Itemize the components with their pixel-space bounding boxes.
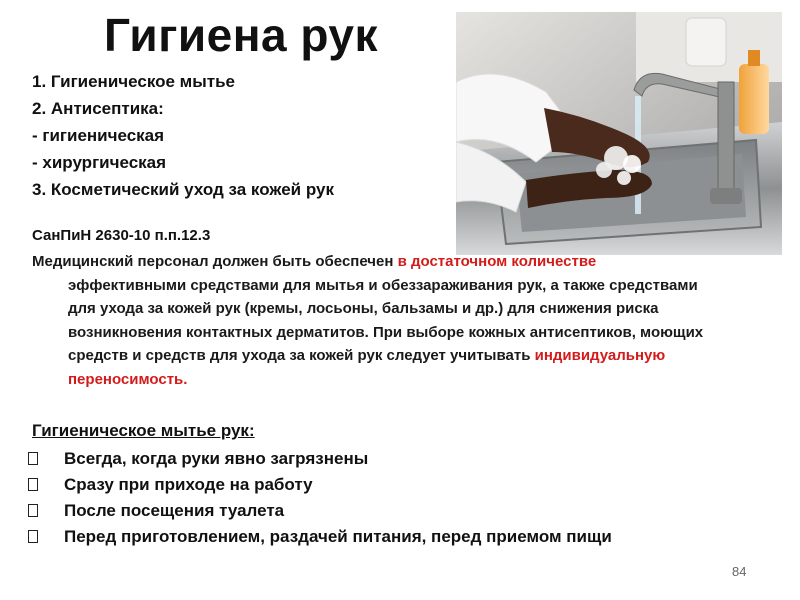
- highlighted-text: индивидуальную переносимость.: [68, 347, 666, 388]
- topic-item: 2. Антисептика:: [32, 99, 164, 118]
- topic-item: 1. Гигиеническое мытье: [32, 72, 235, 91]
- checkbox-bullet-icon: [28, 478, 38, 491]
- hand-washing-photo: [456, 12, 782, 255]
- list-item: [24, 446, 744, 472]
- topic-item: - гигиеническая: [32, 126, 165, 145]
- topics-list: [32, 68, 334, 203]
- topic-item: - хирургическая: [32, 153, 167, 172]
- section-heading: Гигиеническое мытье рук:: [32, 421, 255, 440]
- list-item-text: Всегда, когда руки явно загрязнены: [64, 449, 369, 468]
- paragraph-text: Медицинский персонал должен быть обеспечен: [32, 253, 398, 270]
- list-item: [24, 498, 744, 524]
- checkbox-bullet-icon: [28, 504, 38, 517]
- list-item-text: Сразу при приходе на работу: [64, 475, 313, 494]
- paragraph-text: эффективными средствами для мытья и обеззараживания рук, а также средствами для ухода за кожей рук (кремы, лосьоны, бальзамы и др.) для снижения риска возникновения контактных дерматитов. При выборе кожных антисептиков, моющих средств и средств для ухода за кожей рук следует учитывать: [68, 276, 704, 365]
- list-item: [24, 472, 744, 498]
- topic-item: 3. Косметический уход за кожей рук: [32, 180, 334, 199]
- checkbox-bullet-icon: [28, 452, 38, 465]
- regulation-paragraph: [32, 250, 708, 392]
- hand-washing-occasions-list: [24, 446, 744, 550]
- page-number: 84: [732, 564, 747, 579]
- sanpin-reference: СанПиН 2630-10 п.п.12.3: [32, 227, 211, 244]
- checkbox-bullet-icon: [28, 530, 38, 543]
- list-item-text: Перед приготовлением, раздачей питания, перед приемом пищи: [64, 527, 612, 546]
- hand-washing-illustration: [456, 12, 782, 255]
- slide-title: Гигиена рук: [104, 9, 378, 61]
- list-item: [24, 524, 744, 550]
- list-item-text: После посещения туалета: [64, 501, 285, 520]
- highlighted-text: в достаточном количестве: [397, 253, 597, 270]
